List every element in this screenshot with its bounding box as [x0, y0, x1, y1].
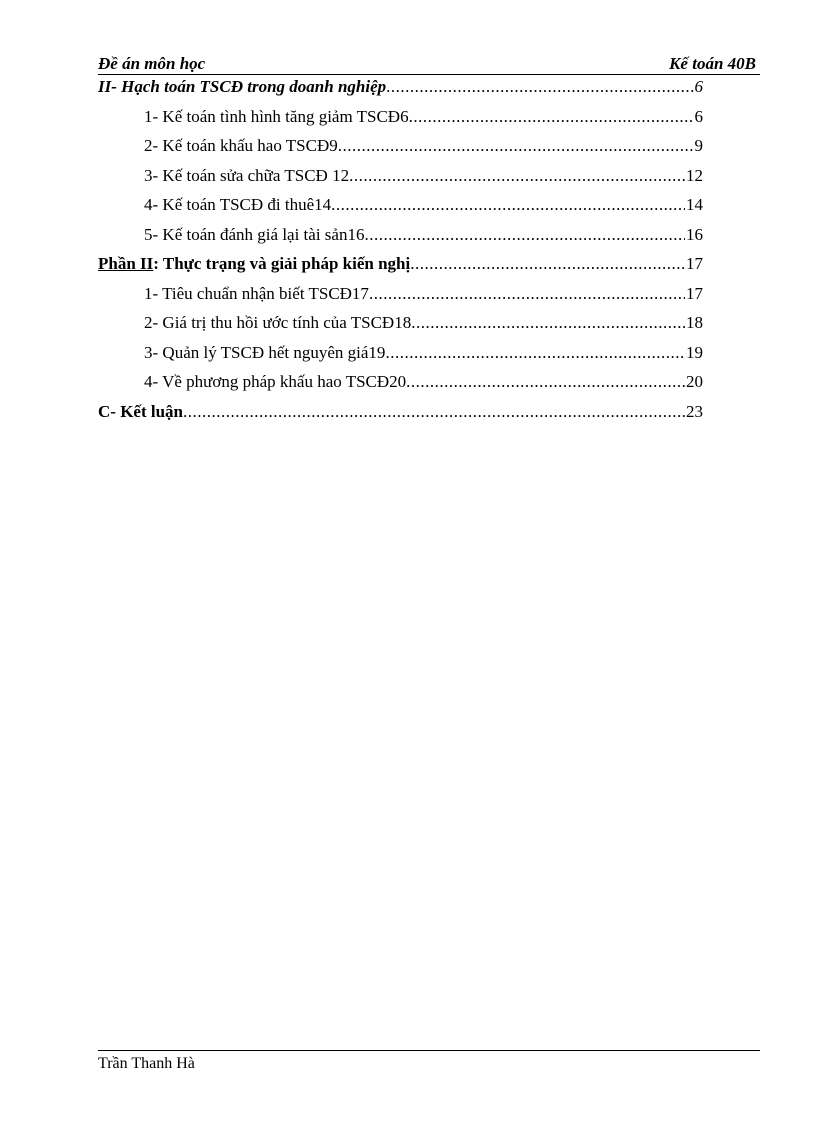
- toc-entry-page: 9: [694, 136, 703, 155]
- toc-entry-label: 3- Quản lý TSCĐ hết nguyên giá19: [144, 342, 386, 362]
- toc-entry-label: II- Hạch toán TSCĐ trong doanh nghiệp: [98, 77, 387, 96]
- toc-entry: [98, 313, 703, 343]
- toc-entry-label: 4- Về phương pháp khấu hao TSCĐ20: [144, 372, 407, 391]
- toc-entry-page: 6: [694, 77, 703, 96]
- toc-entry-label: 2- Giá trị thu hồi ước tính của TSCĐ18: [144, 313, 412, 332]
- toc-entry-label: C- Kết luận: [98, 401, 183, 421]
- toc-entry-page: 17: [686, 283, 703, 303]
- toc-entry-label: 4- Kế toán TSCĐ đi thuê14: [144, 195, 332, 214]
- toc-leader-dots: [410, 254, 685, 274]
- toc-entry-page: 12: [686, 165, 703, 185]
- toc-entry-label: 2- Kế toán khấu hao TSCĐ9: [144, 136, 338, 155]
- toc-leader-dots: [364, 225, 685, 245]
- toc-entry: [98, 343, 703, 373]
- toc-entry-page: 23: [686, 401, 703, 421]
- toc-entry-label: 5- Kế toán đánh giá lại tài sản16: [144, 224, 365, 244]
- toc-leader-dots: [369, 284, 685, 304]
- table-of-contents: [98, 77, 703, 431]
- page-footer: [98, 1050, 760, 1072]
- toc-entry-label: 1- Tiêu chuẩn nhận biết TSCĐ17: [144, 283, 369, 303]
- toc-leader-dots: [411, 313, 685, 333]
- toc-entry-label: [98, 254, 410, 274]
- page-header: [98, 52, 760, 75]
- toc-leader-dots: [183, 402, 685, 422]
- toc-leader-dots: [386, 77, 693, 97]
- toc-entry-label: 1- Kế toán tình hình tăng giảm TSCĐ6: [144, 106, 409, 126]
- toc-entry-page: 19: [686, 342, 703, 362]
- toc-leader-dots: [331, 195, 685, 215]
- header-course-title: Đề án môn học: [98, 54, 206, 73]
- toc-part-prefix: Phần II: [98, 254, 154, 273]
- toc-entry: [98, 107, 703, 137]
- toc-entry-page: 17: [686, 254, 703, 273]
- toc-entry: [98, 166, 703, 196]
- toc-entry: [98, 225, 703, 255]
- toc-leader-dots: [385, 343, 685, 363]
- toc-leader-dots: [349, 166, 685, 186]
- toc-entry: [98, 254, 703, 284]
- toc-entry: [98, 136, 703, 166]
- toc-entry: [98, 195, 703, 225]
- toc-entry-page: 20: [686, 372, 703, 391]
- header-class-name: Kế toán 40B: [669, 54, 756, 73]
- toc-part-title: : Thực trạng và giải pháp kiến nghị: [153, 254, 411, 273]
- footer-author: Trần Thanh Hà: [98, 1055, 195, 1072]
- toc-leader-dots: [406, 372, 685, 392]
- toc-entry-page: 6: [694, 106, 703, 126]
- toc-entry-page: 18: [686, 313, 703, 332]
- toc-entry-page: 14: [686, 195, 703, 214]
- toc-entry: [98, 372, 703, 402]
- toc-entry: [98, 77, 703, 107]
- toc-leader-dots: [338, 136, 694, 156]
- toc-entry-page: 16: [686, 224, 703, 244]
- toc-entry: [98, 284, 703, 314]
- toc-entry-label: 3- Kế toán sửa chữa TSCĐ 12: [144, 165, 350, 185]
- toc-entry: [98, 402, 703, 432]
- toc-leader-dots: [409, 107, 694, 127]
